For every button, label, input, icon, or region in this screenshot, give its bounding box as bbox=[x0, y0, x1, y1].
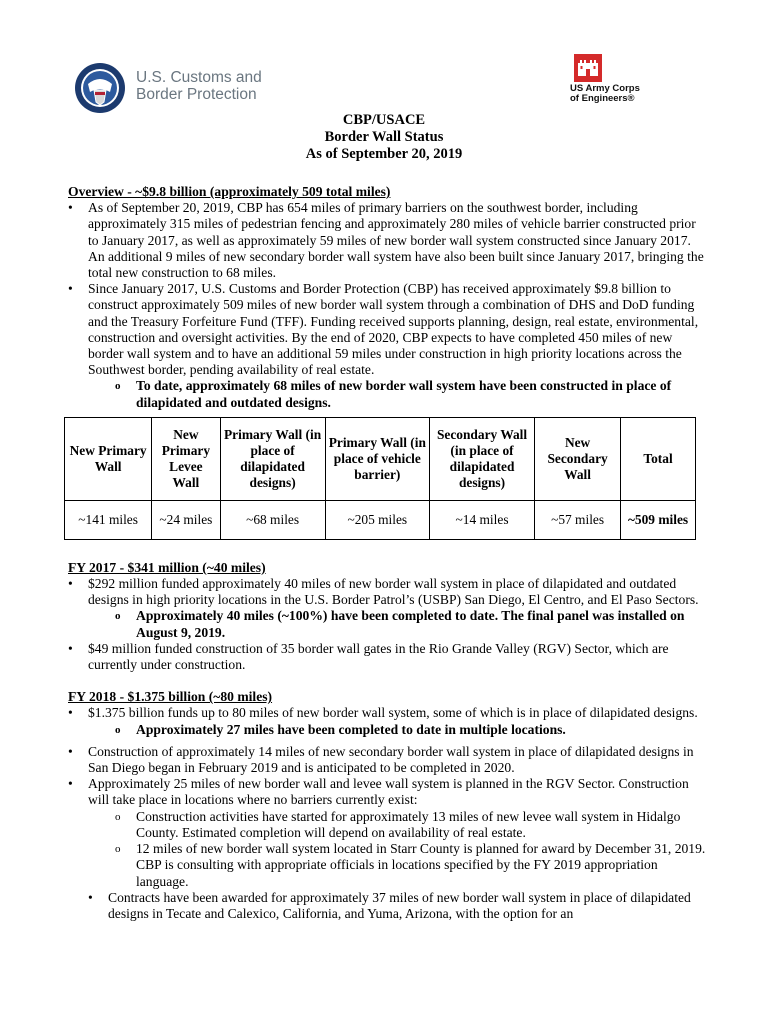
cbp-logo bbox=[74, 62, 264, 118]
fy2018-bullet-2: • Construction of approximately 14 miles of new secondary border wall system in place of dilapidated designs in San Diego began in February 2019 and is anticipated to be completed in 2020. bbox=[68, 744, 708, 776]
overview-bullet-1: • As of September 20, 2019, CBP has 654 miles of primary barriers on the southwest border, including approximately 315 miles of pedestrian fencing and approximately 280 miles of vehicle barrier constructed prior to January 2017, as well as approximately 59 miles of new border wall system constructed since January 2017. An additional 9 miles of new secondary border wall system have also been built since January 2017, bringing the total new construction to 68 miles. bbox=[68, 200, 708, 281]
usace-logo-line-1: US Army Corps bbox=[570, 83, 640, 94]
table-header-cell: Total bbox=[621, 417, 696, 500]
fy2017-bullets-a bbox=[68, 576, 708, 608]
fy2018-sub-item-1: o Approximately 27 miles have been completed to date in multiple locations. bbox=[68, 722, 708, 738]
fy2018-sub-list-1 bbox=[68, 722, 708, 738]
title-line-1: CBP/USACE bbox=[342, 112, 426, 128]
fy2018-sub-list-3 bbox=[68, 809, 708, 890]
usace-logo-text bbox=[570, 84, 640, 104]
table-cell: ~57 miles bbox=[535, 500, 621, 539]
table-header-cell: Primary Wall (in place of vehicle barrier) bbox=[325, 417, 429, 500]
table-cell: ~205 miles bbox=[325, 500, 429, 539]
overview-heading: Overview - ~$9.8 billion (approximately 509 total miles) bbox=[68, 184, 391, 199]
fy2018-bullets-a bbox=[68, 705, 708, 721]
fy2017-bullet-2: • $49 million funded construction of 35 border wall gates in the Rio Grande Valley (RGV) Sector, which are currently under construction. bbox=[68, 641, 708, 673]
table-cell: ~14 miles bbox=[429, 500, 534, 539]
fy2017-sub-list bbox=[68, 608, 708, 640]
document-title bbox=[0, 112, 768, 163]
title-line-3: As of September 20, 2019 bbox=[305, 146, 463, 162]
fy2018-bullet-3: • Approximately 25 miles of new border wall and levee wall system is planned in the RGV Sector. Construction will take place in locations where no barriers currently exist: bbox=[68, 776, 708, 808]
title-line-2: Border Wall Status bbox=[324, 129, 444, 145]
document-body bbox=[68, 184, 708, 922]
fy2018-bullet-1: • $1.375 billion funds up to 80 miles of new border wall system, some of which is in place of dilapidated designs. bbox=[68, 705, 708, 721]
usace-logo bbox=[570, 54, 660, 110]
fy2017-sub-item: o Approximately 40 miles (~100%) have been completed to date. The final panel was installed on August 9, 2019. bbox=[68, 608, 708, 640]
overview-sub-item: o To date, approximately 68 miles of new border wall system have been constructed in place of dilapidated and outdated designs. bbox=[68, 378, 708, 410]
cbp-logo-line-2: Border Protection bbox=[136, 86, 257, 103]
overview-sub-list bbox=[68, 378, 708, 410]
fy2018-sub-item-3b: o 12 miles of new border wall system located in Starr County is planned for award by December 31, 2019. CBP is consulting with appropriate officials in locations specified by the FY 2019 appropriation language. bbox=[68, 841, 708, 890]
castle-icon bbox=[574, 54, 602, 82]
table-cell: ~141 miles bbox=[65, 500, 152, 539]
dhs-seal-icon bbox=[74, 62, 126, 114]
cbp-logo-text bbox=[136, 69, 262, 103]
table-header-row bbox=[65, 417, 696, 500]
table-cell: ~24 miles bbox=[152, 500, 220, 539]
fy2018-sub-item-3a: o Construction activities have started for approximately 13 miles of new levee wall system in Hidalgo County. Estimated completion will depend on availability of real estate. bbox=[68, 809, 708, 841]
overview-bullet-2: • Since January 2017, U.S. Customs and Border Protection (CBP) has received approximately $9.8 billion to construct approximately 509 miles of new border wall system through a combination of DHS and DoD funding and the Treasury Forfeiture Fund (TFF). Funding received supports planning, design, real estate, environmental, construction and oversight activities. By the end of 2020, CBP expects to have completed 450 miles of new border wall system and to have an additional 59 miles under construction in high priority locations across the Southwest border, pending availability of real estate. bbox=[68, 281, 708, 378]
fy2017-bullet-1: • $292 million funded approximately 40 miles of new border wall system in place of dilapidated and outdated designs in high priority locations in the U.S. Border Patrol’s (USBP) San Diego, El Centro, and El Paso Sectors. bbox=[68, 576, 708, 608]
fy2017-bullets-b bbox=[68, 641, 708, 673]
fy2017-heading: FY 2017 - $341 million (~40 miles) bbox=[68, 559, 266, 575]
usace-logo-line-2: of Engineers® bbox=[570, 93, 635, 104]
fy2018-bullet-4: • Contracts have been awarded for approximately 37 miles of new border wall system in place of dilapidated designs in Tecate and Calexico, California, and Yuma, Arizona, with the option for an bbox=[88, 890, 708, 922]
table-header-cell: New Secondary Wall bbox=[535, 417, 621, 500]
table-header-cell: Primary Wall (in place of dilapidated designs) bbox=[220, 417, 325, 500]
table-header-cell: Secondary Wall (in place of dilapidated designs) bbox=[429, 417, 534, 500]
table-header-cell: New Primary Levee Wall bbox=[152, 417, 220, 500]
cbp-logo-line-1: U.S. Customs and bbox=[136, 69, 262, 86]
table-cell-total: ~509 miles bbox=[621, 500, 696, 539]
miles-table bbox=[64, 417, 696, 540]
fy2018-bullets-c bbox=[68, 890, 708, 922]
table-row bbox=[65, 500, 696, 539]
fy2018-bullets-b bbox=[68, 744, 708, 809]
overview-bullets bbox=[68, 200, 708, 378]
fy2018-heading: FY 2018 - $1.375 billion (~80 miles) bbox=[68, 689, 273, 705]
table-header-cell: New Primary Wall bbox=[65, 417, 152, 500]
table-cell: ~68 miles bbox=[220, 500, 325, 539]
